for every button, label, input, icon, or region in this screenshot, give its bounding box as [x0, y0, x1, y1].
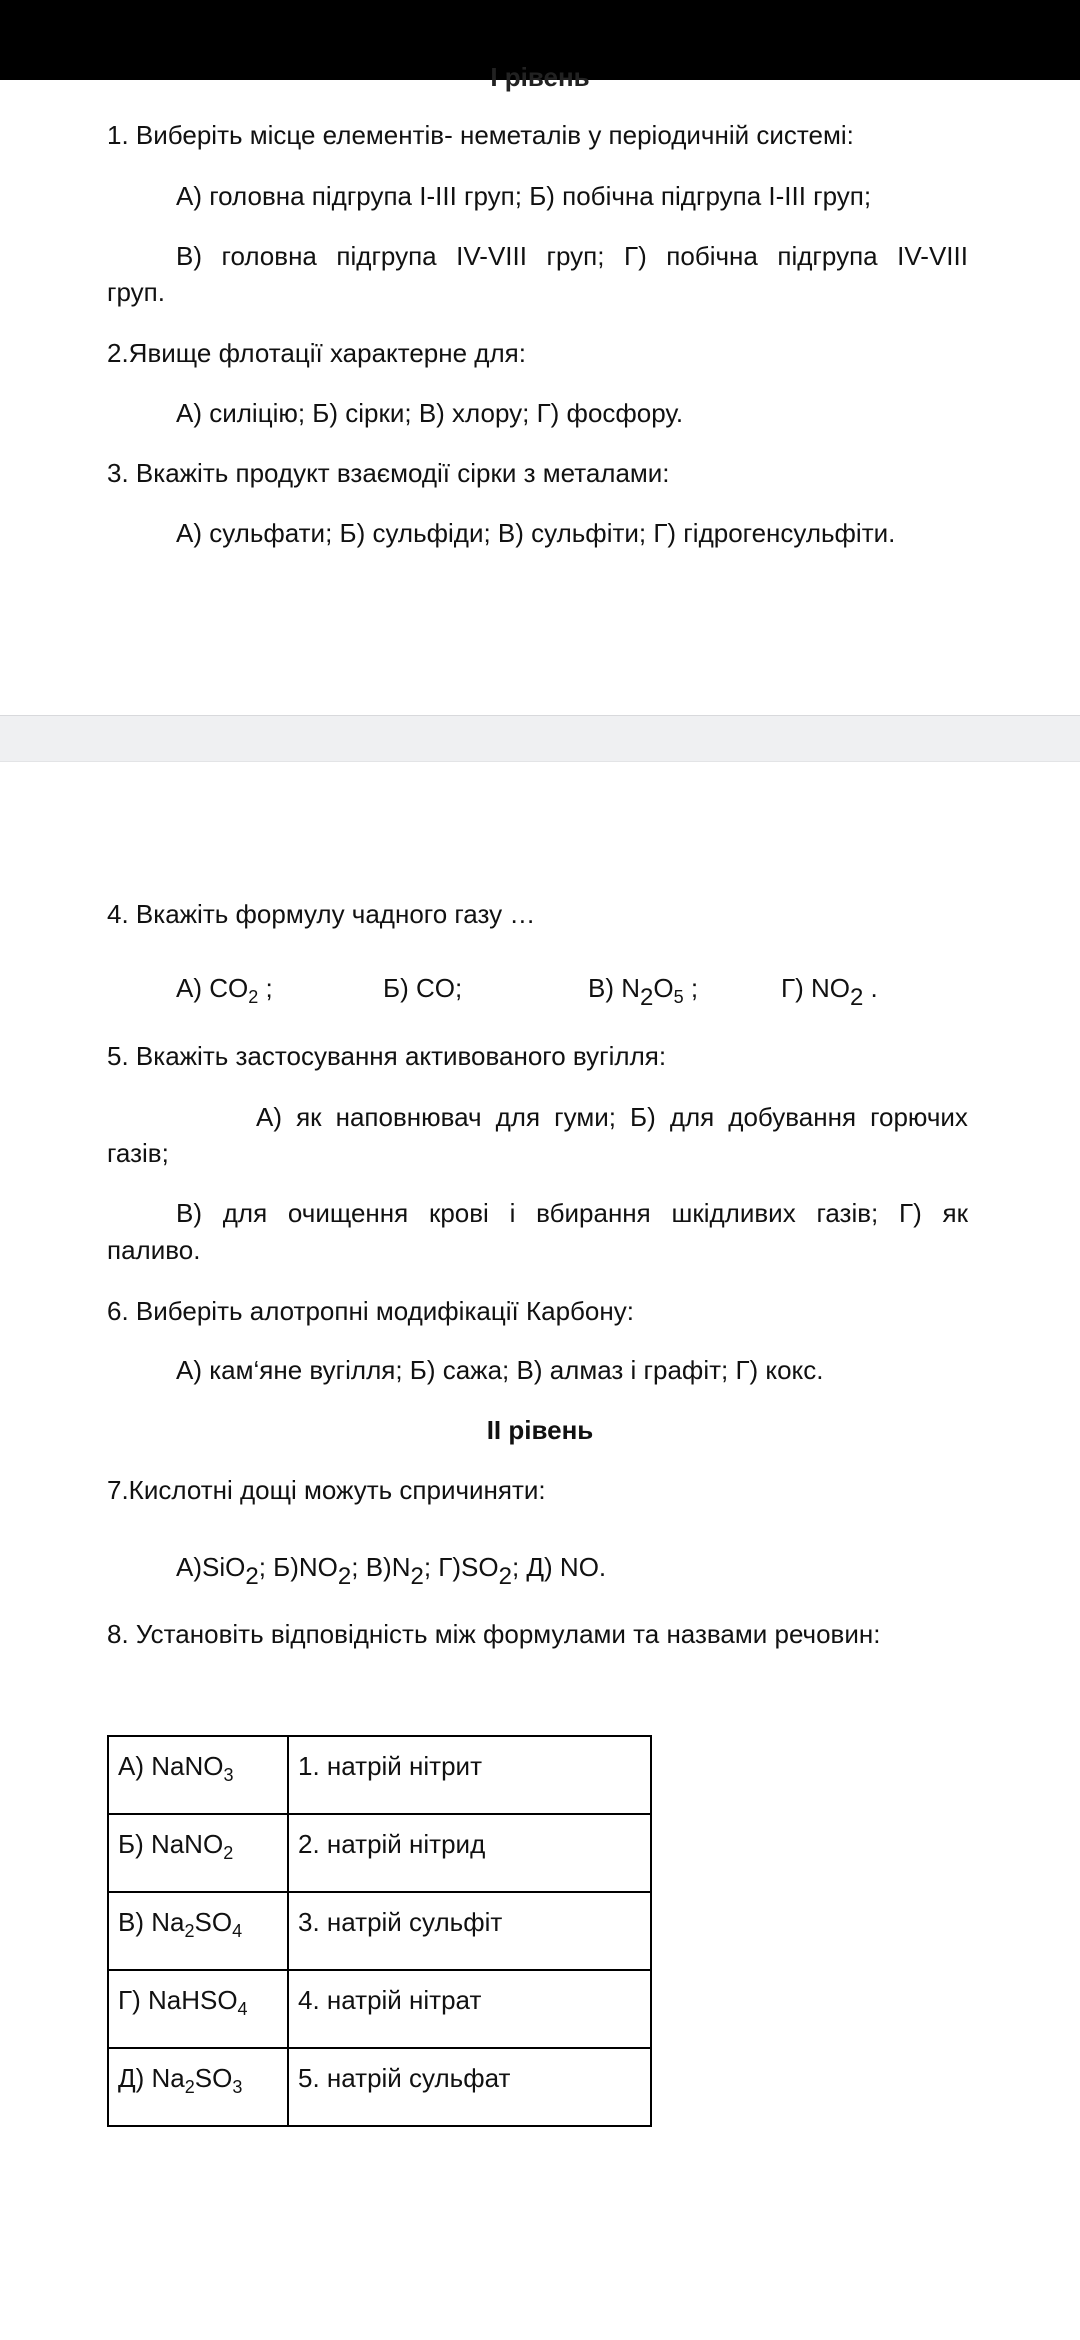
level-2-title: II рівень — [486, 1415, 594, 1445]
page-break — [0, 715, 1080, 762]
question-5-option-line-2: газів; — [107, 1138, 169, 1168]
question-2: 2.Явище флотації характерне для: — [107, 338, 526, 368]
question-5-option-line-1: А) як наповнювач для гуми; Б) для добування горючих — [256, 1102, 968, 1132]
question-7: 7.Кислотні дощі можуть спричиняти: — [107, 1475, 546, 1505]
question-5-option-line-3: В) для очищення крові і вбирання шкідливих газів; Г) як — [176, 1198, 968, 1228]
question-7-options: А)SiO$_2$; $Б)NO_2$; $В)N_2$; $Г)SO_2$; Д) NO. — [176, 1552, 607, 1590]
name-cell: 5. натрій сульфат — [288, 2048, 651, 2126]
table-row — [108, 2048, 651, 2126]
level-title-cut: І рівень — [490, 62, 590, 92]
formula-cell: Д) $Na_2SO_3$ — [108, 2048, 288, 2126]
question-3: 3. Вкажіть продукт взаємодії сірки з металами: — [107, 458, 670, 488]
name-cell: 1. натрій нітрит — [288, 1736, 651, 1814]
table-row — [108, 1892, 651, 1970]
question-4-option-b: Б) CO; — [383, 973, 463, 1003]
formula-cell: Б) NaNO$_2$ — [108, 1814, 288, 1892]
question-6-options: А) кам‘яне вугілля; Б) сажа; В) алмаз і графіт; Г) кокс. — [176, 1355, 824, 1385]
question-5-option-line-4: паливо. — [107, 1235, 201, 1265]
formula-cell: А) NaNO$_3$ — [108, 1736, 288, 1814]
question-5: 5. Вкажіть застосування активованого вугілля: — [107, 1041, 667, 1071]
question-2-options: А) силіцію; Б) сірки; В) хлору; Г) фосфору. — [176, 398, 684, 428]
question-4-option-c: В) $N_2O_5$ ; — [588, 973, 699, 1011]
question-1-option-line-1: А) головна підгрупа I-III груп; Б) побічна підгрупа I-III груп; — [176, 181, 872, 211]
name-cell: 2. натрій нітрид — [288, 1814, 651, 1892]
question-1-option-line-2: В) головна підгрупа IV-VIII груп; Г) побічна підгрупа IV-VIII — [176, 241, 968, 271]
formula-cell: Г) NaHSO$_4$ — [108, 1970, 288, 2048]
question-1-option-line-3: груп. — [107, 277, 165, 307]
formula-cell: В) $Na_2SO_4$ — [108, 1892, 288, 1970]
question-8: 8. Установіть відповідність між формулами та назвами речовин: — [107, 1619, 881, 1649]
question-3-options: А) сульфати; Б) сульфіди; В) сульфіти; Г) гідрогенсульфіти. — [176, 518, 896, 548]
name-cell: 3. натрій сульфіт — [288, 1892, 651, 1970]
name-cell: 4. натрій нітрат — [288, 1970, 651, 2048]
question-4-option-a: А) $CO_2$ ; — [176, 973, 273, 1007]
table-row — [108, 1814, 651, 1892]
matching-table — [107, 1735, 652, 2127]
question-6: 6. Виберіть алотропні модифікації Карбону: — [107, 1296, 634, 1326]
table-row — [108, 1970, 651, 2048]
table-row — [108, 1736, 651, 1814]
question-4-option-d: Г) $NO_2$ . — [781, 973, 878, 1011]
question-1: 1. Виберіть місце елементів- неметалів у періодичній системі: — [107, 120, 854, 150]
question-4: 4. Вкажіть формулу чадного газу … — [107, 899, 536, 929]
